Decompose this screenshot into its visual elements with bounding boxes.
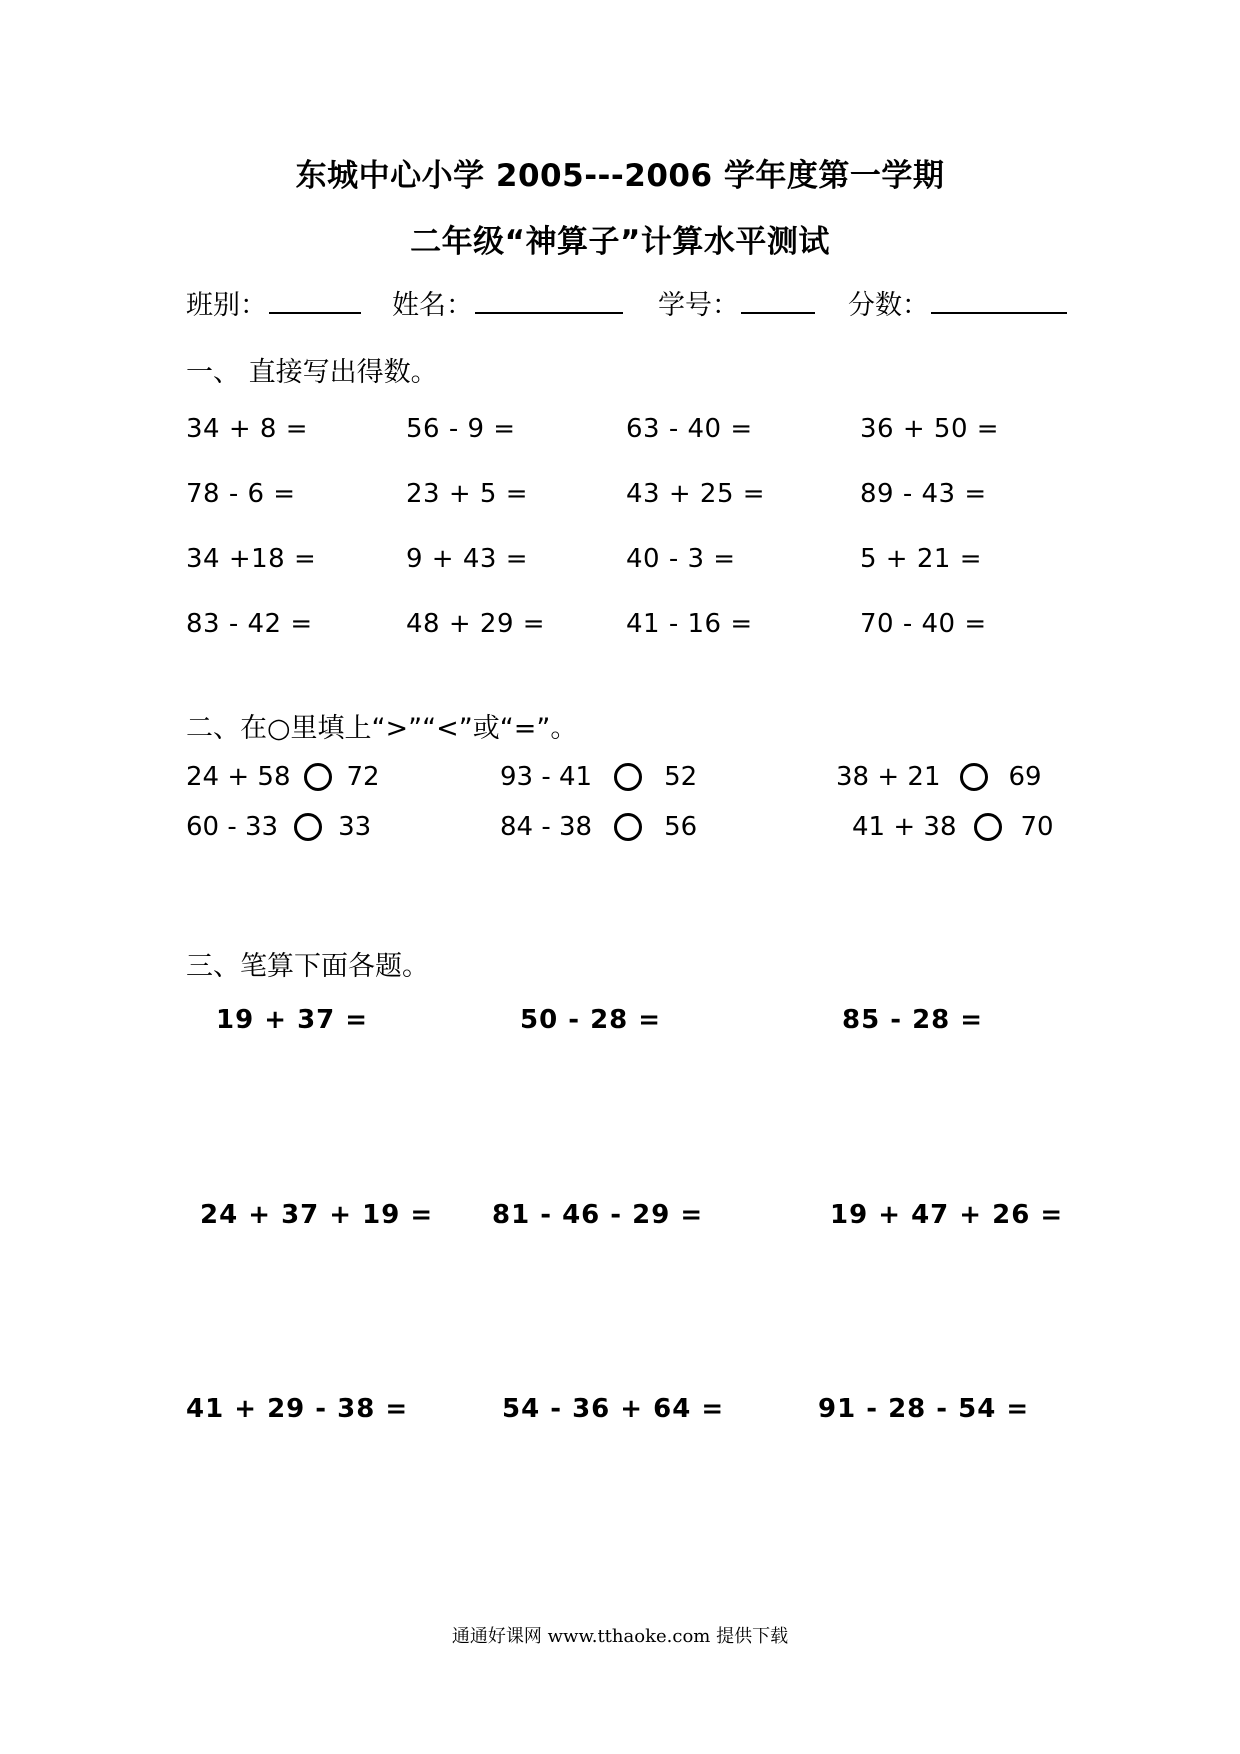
comparison-left: 38 + 21 <box>836 762 941 792</box>
answer-circle-icon[interactable] <box>960 763 988 791</box>
score-label: 分数： <box>848 290 929 321</box>
comparison-left: 24 + 58 <box>186 762 291 792</box>
student-no-field <box>658 283 815 322</box>
answer-circle-icon[interactable] <box>974 813 1002 841</box>
problem: 40 - 3 = <box>626 544 736 574</box>
problem: 54 - 36 + 64 = <box>502 1394 725 1424</box>
problem: 24 + 37 + 19 = <box>200 1200 434 1230</box>
name-blank[interactable] <box>475 286 623 314</box>
problem: 19 + 37 = <box>216 1005 369 1035</box>
name-field <box>392 283 623 322</box>
section-3-title: 三、笔算下面各题。 <box>186 951 429 982</box>
section-1-title: 一、 直接写出得数。 <box>186 357 438 388</box>
problem: 81 - 46 - 29 = <box>492 1200 704 1230</box>
answer-circle-icon[interactable] <box>294 813 322 841</box>
comparison-item <box>500 812 697 842</box>
comparison-right: 72 <box>346 762 380 792</box>
comparison-right: 69 <box>1008 762 1042 792</box>
student-no-blank[interactable] <box>741 286 815 314</box>
comparison-item <box>836 762 1042 792</box>
problem: 56 - 9 = <box>406 414 516 444</box>
problem: 78 - 6 = <box>186 479 296 509</box>
answer-circle-icon[interactable] <box>614 763 642 791</box>
comparison-item <box>852 812 1054 842</box>
problem: 41 + 29 - 38 = <box>186 1394 409 1424</box>
problem: 34 + 8 = <box>186 414 308 444</box>
answer-circle-icon[interactable] <box>614 813 642 841</box>
comparison-left: 84 - 38 <box>500 812 593 842</box>
comparison-right: 56 <box>664 812 698 842</box>
name-label: 姓名： <box>392 290 473 321</box>
problem: 83 - 42 = <box>186 609 313 639</box>
answer-circle-icon[interactable] <box>304 763 332 791</box>
comparison-item <box>500 762 697 792</box>
score-blank[interactable] <box>931 286 1067 314</box>
comparison-right: 52 <box>664 762 698 792</box>
class-field <box>186 283 361 322</box>
student-no-label: 学号： <box>658 290 739 321</box>
comparison-item <box>186 812 371 842</box>
section-2-title: 二、在○里填上“>”“<”或“=”。 <box>186 713 578 744</box>
problem: 19 + 47 + 26 = <box>830 1200 1064 1230</box>
problem: 43 + 25 = <box>626 479 766 509</box>
comparison-right: 33 <box>338 812 372 842</box>
comparison-right: 70 <box>1020 812 1054 842</box>
page-title: 东城中心小学 2005---2006 学年度第一学期 <box>295 158 945 194</box>
class-label: 班别： <box>186 290 267 321</box>
problem: 70 - 40 = <box>860 609 987 639</box>
problem: 9 + 43 = <box>406 544 528 574</box>
problem: 48 + 29 = <box>406 609 546 639</box>
problem: 5 + 21 = <box>860 544 982 574</box>
score-field <box>848 283 1067 322</box>
problem: 50 - 28 = <box>520 1005 662 1035</box>
problem: 36 + 50 = <box>860 414 1000 444</box>
comparison-left: 60 - 33 <box>186 812 279 842</box>
problem: 89 - 43 = <box>860 479 987 509</box>
class-blank[interactable] <box>269 286 361 314</box>
comparison-left: 93 - 41 <box>500 762 593 792</box>
page-subtitle: 二年级“神算子”计算水平测试 <box>410 224 830 260</box>
comparison-item <box>186 762 380 792</box>
problem: 85 - 28 = <box>842 1005 984 1035</box>
problem: 41 - 16 = <box>626 609 753 639</box>
footer-text: 通通好课网 www.tthaoke.com 提供下载 <box>451 1626 789 1647</box>
problem: 63 - 40 = <box>626 414 753 444</box>
comparison-left: 41 + 38 <box>852 812 957 842</box>
problem: 91 - 28 - 54 = <box>818 1394 1030 1424</box>
problem: 34 +18 = <box>186 544 317 574</box>
problem: 23 + 5 = <box>406 479 528 509</box>
